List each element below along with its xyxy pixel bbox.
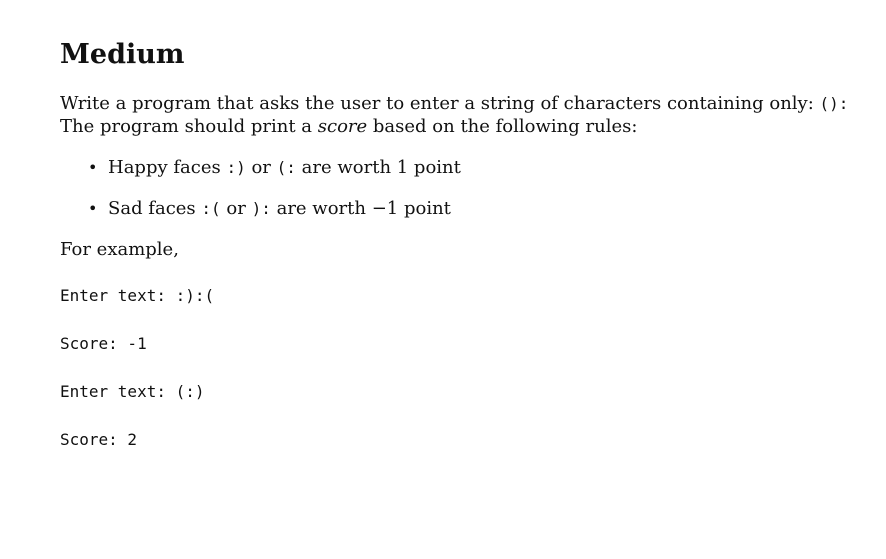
rule-code-b: (:	[276, 158, 296, 177]
intro-line2-after: based on the following rules:	[372, 116, 638, 137]
intro-paragraph	[60, 92, 860, 138]
rule-tail: are worth −1 point	[276, 198, 451, 219]
example-line: Enter text: (:)	[60, 382, 205, 401]
rule-code-b: ):	[251, 199, 271, 218]
bullet-icon: •	[88, 158, 98, 177]
example-intro: For example,	[60, 239, 179, 260]
example-line: Enter text: :):(	[60, 286, 215, 305]
intro-line2-emphasis: score	[317, 116, 368, 137]
intro-line1-code: ():	[819, 94, 849, 113]
rule-joiner: or	[226, 198, 246, 219]
section-heading: Medium	[60, 39, 185, 70]
bullet-icon: •	[88, 199, 98, 218]
example-line: Score: 2	[60, 430, 138, 449]
intro-line1-text: Write a program that asks the user to enter a string of characters containing only:	[60, 93, 814, 114]
rules-list	[60, 156, 860, 220]
list-item	[88, 197, 860, 220]
document-page	[60, 38, 860, 450]
example-line: Score: -1	[60, 334, 147, 353]
rule-lead: Happy faces	[108, 157, 221, 178]
rule-code-a: :(	[201, 199, 221, 218]
rule-tail: are worth 1 point	[301, 157, 461, 178]
intro-line2-before: The program should print a	[60, 116, 313, 137]
list-item	[88, 156, 860, 179]
rule-lead: Sad faces	[108, 198, 196, 219]
rule-code-a: :)	[226, 158, 246, 177]
rule-joiner: or	[251, 157, 271, 178]
